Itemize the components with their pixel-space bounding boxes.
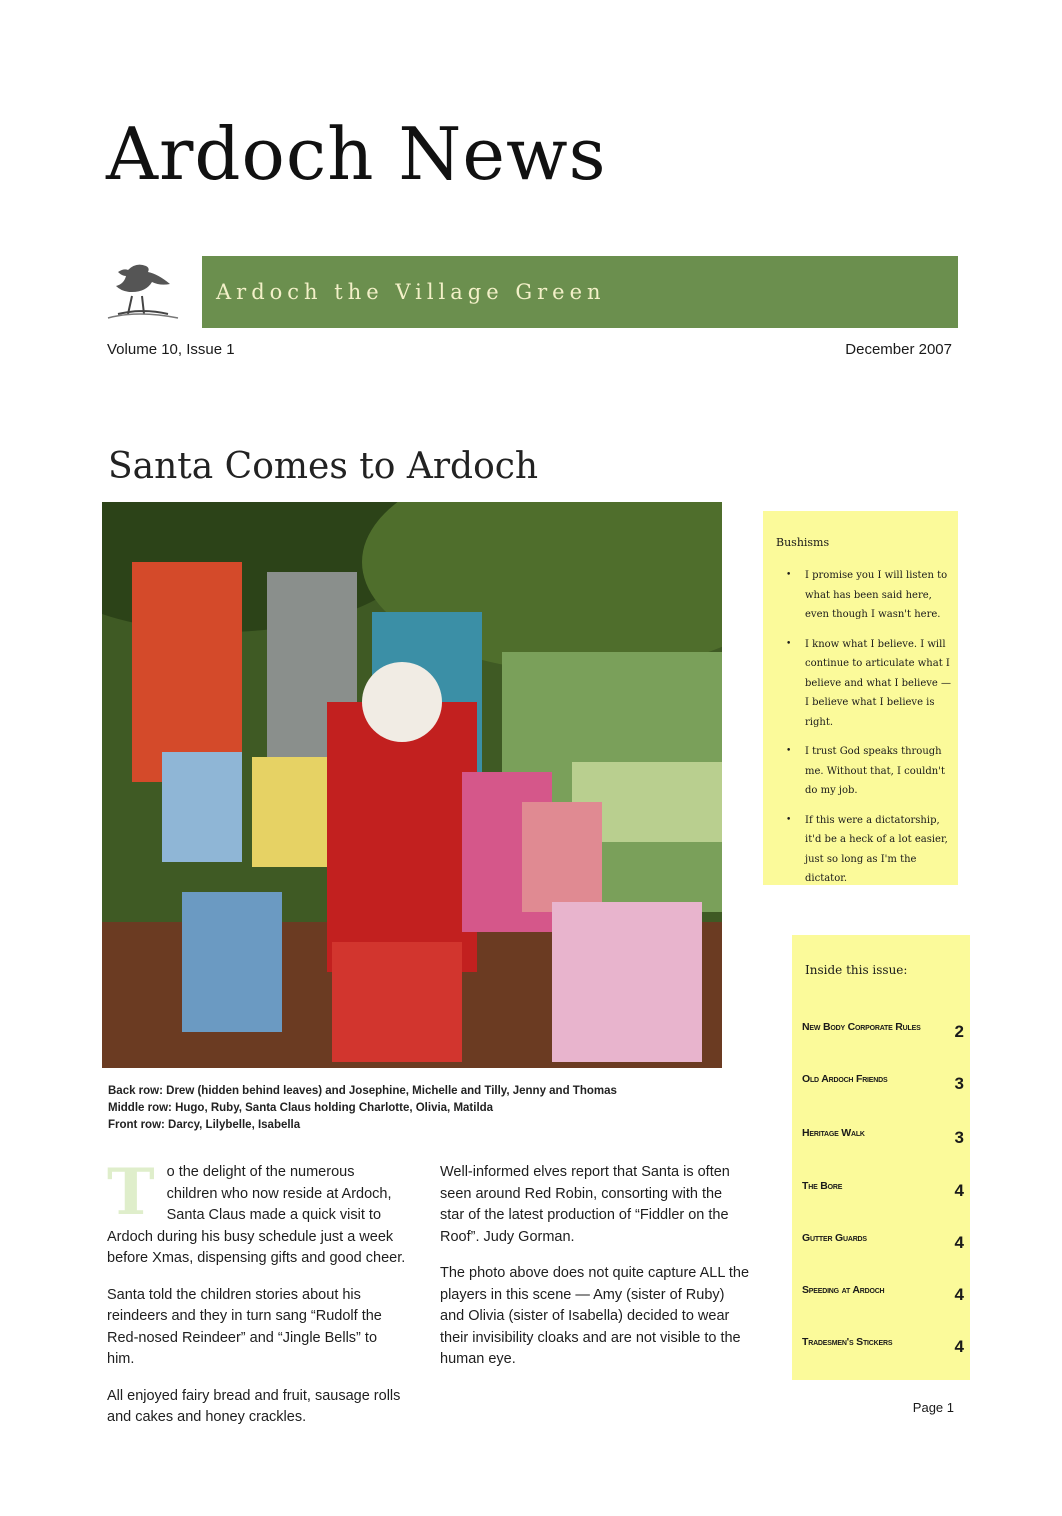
toc-item[interactable] [802, 1020, 964, 1041]
list-item: • I promise you I will listen to what has been said here, even though I wasn't here. [774, 566, 954, 625]
toc-page: 3 [954, 1074, 964, 1093]
list-item: • I trust God speaks through me. Without that, I couldn't do my job. [774, 742, 954, 801]
inside-issue-box [792, 935, 970, 1380]
toc-label: Gutter Guards [802, 1232, 867, 1244]
issue-volume: Volume 10, Issue 1 [107, 341, 235, 358]
caption-line: Back row: Drew (hidden behind leaves) and Josephine, Michelle and Tilly, Jenny and Thomas [108, 1085, 617, 1097]
bird-logo-icon [98, 256, 188, 328]
page-number: Page 1 [912, 1400, 954, 1415]
masthead-title: Ardoch News [106, 112, 607, 196]
paragraph: Santa told the children stories about his reindeers and they in turn sang “Rudolf the Red-nosed Reindeer” and “Jingle Bells” to him. [107, 1286, 382, 1367]
article-column-1 [107, 1155, 407, 1444]
list-item: • I know what I believe. I will continue to articulate what I believe and what I believe — I believe what I believe is right. [774, 635, 954, 733]
toc-label: The Bore [802, 1180, 843, 1192]
toc-item[interactable] [802, 1283, 964, 1304]
paragraph: o the delight of the numerous children who now reside at Ardoch, Santa Claus made a quick visit to Ardoch during his busy schedule just a week before Xmas, dispensing gifts and good cheer. [107, 1164, 406, 1266]
toc-page: 4 [954, 1337, 964, 1356]
article-column-2 [440, 1162, 750, 1386]
toc-item[interactable] [802, 1126, 964, 1147]
toc-item[interactable] [802, 1231, 964, 1252]
toc-item[interactable] [802, 1072, 964, 1093]
toc-page: 2 [954, 1022, 964, 1041]
list-item: • If this were a dictatorship, it'd be a heck of a lot easier, just so long as I'm the dictator. [774, 811, 954, 889]
toc-page: 3 [954, 1128, 964, 1147]
toc-page: 4 [954, 1181, 964, 1200]
caption-line: Middle row: Hugo, Ruby, Santa Claus holding Charlotte, Olivia, Matilda [108, 1102, 494, 1114]
paragraph: The photo above does not quite capture ALL the players in this scene — Amy (sister of Ruby) and Olivia (sister of Isabella) decided to wear their invisibility cloaks and are not visible to the human eye. [440, 1265, 750, 1367]
toc-page: 4 [954, 1233, 964, 1252]
photo-caption [108, 1083, 728, 1134]
bushisms-title: Bushisms [776, 536, 830, 549]
toc-item[interactable] [802, 1335, 964, 1356]
toc-label: Heritage Walk [802, 1127, 865, 1139]
toc-item[interactable] [802, 1179, 964, 1200]
drop-cap: T [107, 1155, 155, 1230]
paragraph: Well-informed elves report that Santa is often seen around Red Robin, consorting with the star of the latest production of “Fiddler on the Roof”. Judy Gorman. [440, 1164, 730, 1245]
paragraph: All enjoyed fairy bread and fruit, sausage rolls and cakes and honey crackles. [107, 1387, 401, 1425]
issue-date: December 2007 [845, 341, 952, 358]
article-headline: Santa Comes to Ardoch [108, 446, 539, 487]
bushisms-list [774, 566, 954, 899]
caption-line: Front row: Darcy, Lilybelle, Isabella [108, 1119, 301, 1131]
tagline: Ardoch the Village Green [216, 280, 606, 304]
toc-label: Speeding at Ardoch [802, 1284, 885, 1296]
toc-label: New Body Corporate Rules [802, 1021, 921, 1033]
toc-page: 4 [954, 1285, 964, 1304]
toc-label: Tradesmen's Stickers [802, 1336, 893, 1348]
santa-group-photo [102, 502, 722, 1068]
inside-issue-title: Inside this issue: [805, 963, 908, 977]
toc-label: Old Ardoch Friends [802, 1073, 888, 1085]
